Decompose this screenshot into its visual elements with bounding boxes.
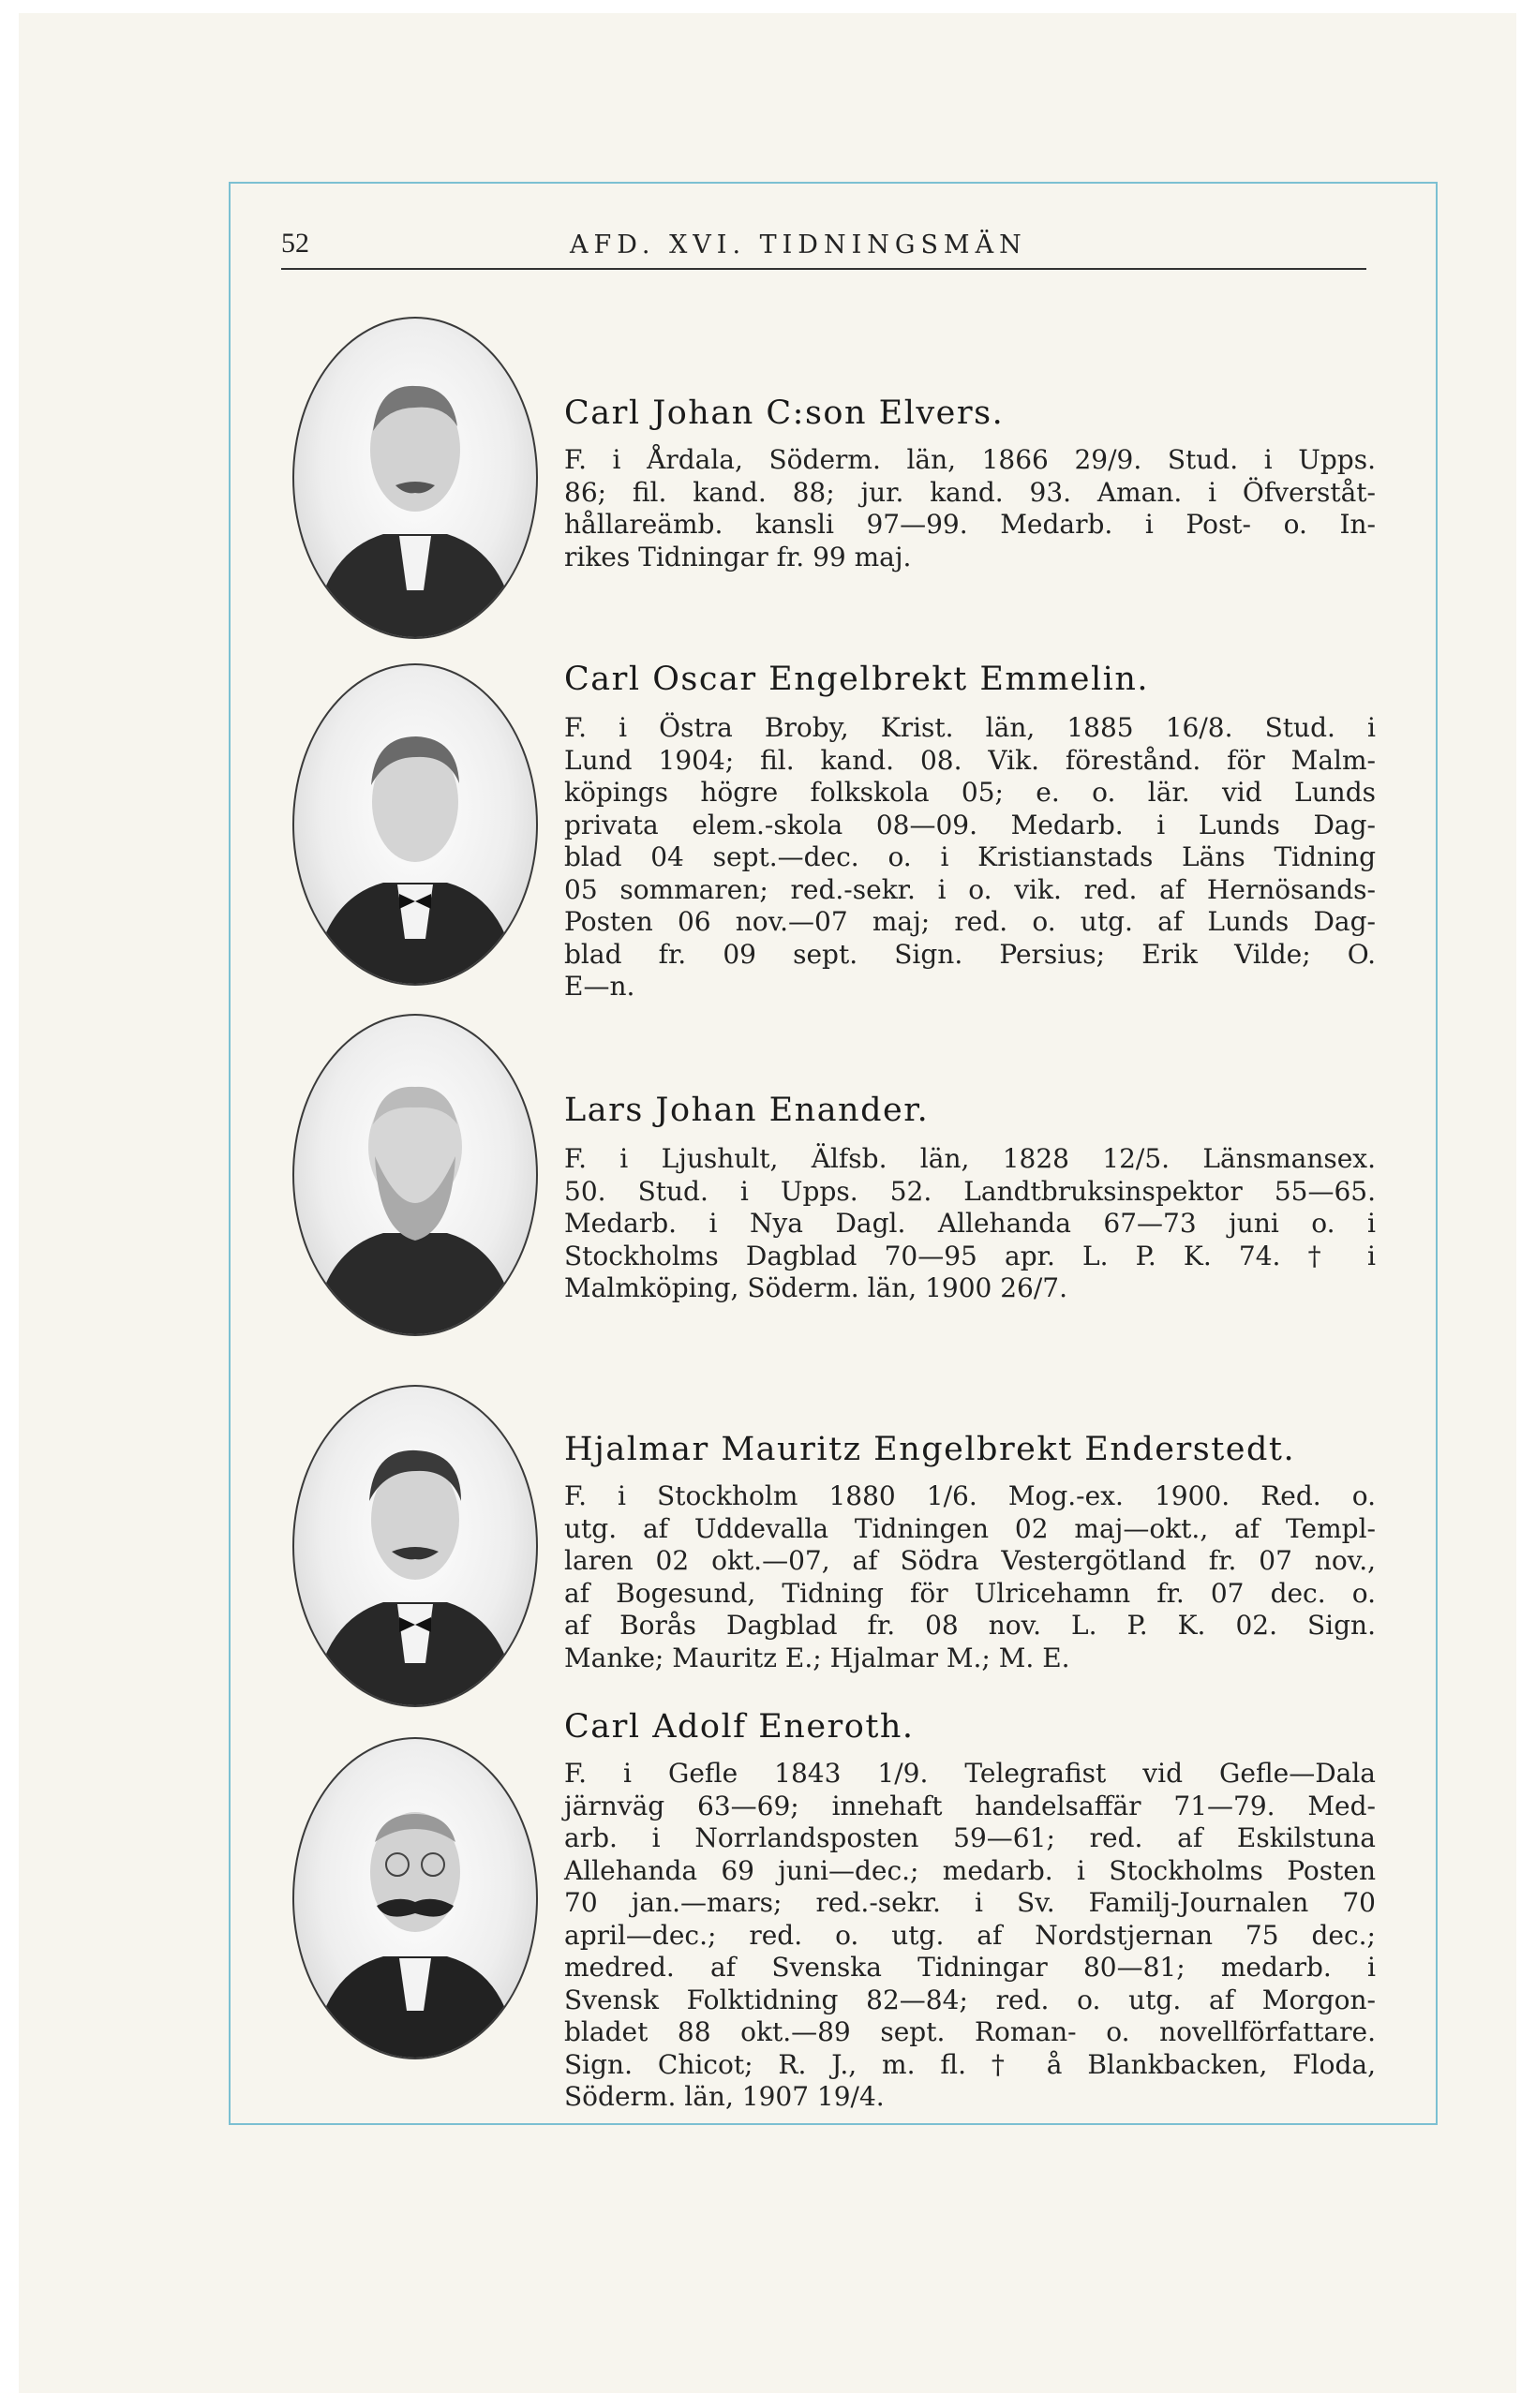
- bio-line: rikes Tidningar fr. 99 maj.: [564, 541, 912, 572]
- entry-name: Carl Johan C:son Elvers.: [564, 394, 1005, 432]
- bio-line: Stockholms Dagblad 70—95 apr. L. P. K. 74. † i: [564, 1240, 1376, 1271]
- bio-line: Svensk Folktidning 82—84; red. o. utg. af Morgon-: [564, 1984, 1376, 2015]
- bio-line: april—dec.; red. o. utg. af Nordstjernan 75 dec.;: [564, 1919, 1376, 1951]
- bio-line: Malmköping, Söderm. län, 1900 26/7.: [564, 1272, 1068, 1303]
- bio-line: Sign. Chicot; R. J., m. fl. † å Blankbacken, Floda,: [564, 2048, 1376, 2080]
- entry-biography: [564, 1143, 1376, 1305]
- bio-line: af Bogesund, Tidning för Ulricehamn fr. 07 dec. o.: [564, 1577, 1376, 1609]
- portrait-enderstedt: [292, 1385, 538, 1707]
- portrait-figure-icon: [294, 319, 536, 637]
- bio-line: 05 sommaren; red.-sekr. i o. vik. red. af Hernösands-: [564, 873, 1376, 905]
- bio-line: blad fr. 09 sept. Sign. Persius; Erik Vilde; O.: [564, 938, 1376, 970]
- bio-line: Manke; Mauritz E.; Hjalmar M.; M. E.: [564, 1642, 1070, 1673]
- bio-line: Medarb. i Nya Dagl. Allehanda 67—73 juni o. i: [564, 1208, 1376, 1239]
- bio-line: af Borås Dagblad fr. 08 nov. L. P. K. 02. Sign.: [564, 1610, 1376, 1641]
- bio-line: utg. af Uddevalla Tidningen 02 maj—okt., af Templ-: [564, 1512, 1376, 1544]
- entry-name: Lars Johan Enander.: [564, 1092, 930, 1129]
- page-header: [281, 225, 1366, 270]
- bio-line: medred. af Svenska Tidningar 80—81; medarb. i: [564, 1952, 1376, 1983]
- portrait-elvers: [292, 317, 538, 639]
- entry-name: Hjalmar Mauritz Engelbrekt Enderstedt.: [564, 1431, 1296, 1468]
- portrait-enander: [292, 1014, 538, 1336]
- bio-line: F. i Östra Broby, Krist. län, 1885 16/8. Stud. i: [564, 712, 1376, 743]
- bio-line: E—n.: [564, 971, 635, 1002]
- bio-line: järnväg 63—69; innehaft handelsaffär 71—79. Med-: [564, 1790, 1376, 1821]
- bio-line: F. i Stockholm 1880 1/6. Mog.-ex. 1900. Red. o.: [564, 1480, 1376, 1511]
- portrait-figure-icon: [294, 1016, 536, 1334]
- bio-line: F. i Årdala, Söderm. län, 1866 29/9. Stud. i Upps.: [564, 444, 1376, 475]
- entry-biography: [564, 1758, 1376, 2114]
- portrait-figure-icon: [294, 665, 536, 984]
- bio-line: köpings högre folkskola 05; e. o. lär. vid Lunds: [564, 777, 1376, 808]
- bio-line: privata elem.-skola 08—09. Medarb. i Lunds Dag-: [564, 809, 1376, 840]
- bio-line: laren 02 okt.—07, af Södra Vestergötland fr. 07 nov.,: [564, 1545, 1376, 1576]
- bio-line: bladet 88 okt.—89 sept. Roman- o. novellförfattare.: [564, 2016, 1376, 2047]
- portrait-eneroth: [292, 1737, 538, 2059]
- bio-line: 50. Stud. i Upps. 52. Landtbruksinspektor 55—65.: [564, 1175, 1376, 1207]
- entry-name: Carl Adolf Eneroth.: [564, 1708, 915, 1746]
- bio-line: Posten 06 nov.—07 maj; red. o. utg. af Lunds Dag-: [564, 906, 1376, 937]
- portrait-figure-icon: [294, 1387, 536, 1705]
- running-head: AFD. XVI. TIDNINGSMÄN: [570, 230, 1027, 260]
- bio-line: F. i Ljushult, Älfsb. län, 1828 12/5. Länsmansex.: [564, 1143, 1376, 1174]
- portrait-figure-icon: [294, 1739, 536, 2058]
- entry-name: Carl Oscar Engelbrekt Emmelin.: [564, 661, 1150, 698]
- bio-line: blad 04 sept.—dec. o. i Kristianstads Läns Tidning: [564, 841, 1376, 872]
- bio-line: hållareämb. kansli 97—99. Medarb. i Post- o. In-: [564, 509, 1376, 540]
- bio-line: 70 jan.—mars; red.-sekr. i Sv. Familj-Journalen 70: [564, 1887, 1376, 1918]
- bio-line: arb. i Norrlandsposten 59—61; red. af Eskilstuna: [564, 1822, 1376, 1853]
- page-number: 52: [281, 228, 309, 259]
- entry-biography: [564, 712, 1376, 1003]
- bio-line: Söderm. län, 1907 19/4.: [564, 2081, 885, 2112]
- bio-line: 86; fil. kand. 88; jur. kand. 93. Aman. i Öfverståt-: [564, 476, 1376, 508]
- entry-biography: [564, 444, 1376, 573]
- portrait-emmelin: [292, 663, 538, 986]
- bio-line: F. i Gefle 1843 1/9. Telegrafist vid Gefle—Dala: [564, 1758, 1376, 1789]
- bio-line: Lund 1904; fil. kand. 08. Vik. förestånd. för Malm-: [564, 744, 1376, 776]
- entry-biography: [564, 1480, 1376, 1674]
- bio-line: Allehanda 69 juni—dec.; medarb. i Stockholms Posten: [564, 1854, 1376, 1886]
